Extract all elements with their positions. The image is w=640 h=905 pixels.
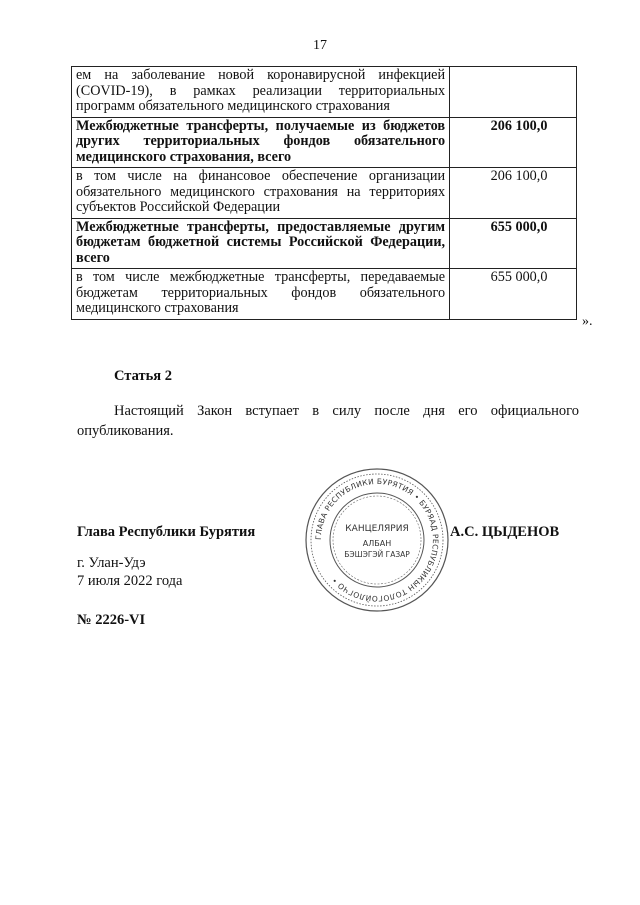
row-amount: 206 100,0 (450, 168, 577, 219)
row-amount: 655 000,0 (450, 218, 577, 269)
table-row (72, 218, 577, 269)
signer-name: А.С. ЦЫДЕНОВ (450, 524, 560, 540)
row-description: Межбюджетные трансферты, получаемые из бюджетов других территориальных фондов обязательного медицинского страхования, всего (72, 117, 450, 168)
budget-table (71, 66, 577, 320)
seal-line-2: АЛБАН (362, 539, 392, 548)
row-description: ем на заболевание новой коронавирусной инфекцией (COVID-19), в рамках реализации территориальных программ обязательного медицинского страхования (72, 67, 450, 118)
table-row (72, 168, 577, 219)
budget-table-body (72, 67, 577, 320)
row-amount: 206 100,0 (450, 117, 577, 168)
table-row (72, 117, 577, 168)
closing-quote-mark: ». (582, 314, 593, 329)
article-title: Статья 2 (114, 368, 172, 384)
seal-line-1: КАНЦЕЛЯРИЯ (345, 524, 409, 534)
official-seal-stamp (304, 467, 450, 613)
seal-ring-text: ГЛАВА РЕСПУБЛИКИ БУРЯТИЯ • БУРЯАД РЕСПУБЛИКЫН ТОЛОГОЙЛОГЧО • (313, 476, 441, 604)
city: г. Улан-Удэ (77, 555, 146, 571)
row-amount (450, 67, 577, 118)
seal-line-3: БЭШЭГЭЙ ГАЗАР (344, 550, 410, 559)
signer-title: Глава Республики Бурятия (77, 524, 256, 540)
table-row (72, 269, 577, 320)
row-description: в том числе на финансовое обеспечение организации обязательного медицинского страхования на территориях субъектов Российской Федерации (72, 168, 450, 219)
row-description: Межбюджетные трансферты, предоставляемые другим бюджетам бюджетной системы Российской Федерации, всего (72, 218, 450, 269)
page-number: 17 (313, 38, 327, 53)
signing-date: 7 июля 2022 года (77, 573, 183, 589)
law-number: № 2226-VI (77, 612, 146, 628)
row-amount: 655 000,0 (450, 269, 577, 320)
article-text: Настоящий Закон вступает в силу после дня его официального опубликования. (77, 403, 579, 439)
row-description: в том числе межбюджетные трансферты, передаваемые бюджетам территориальных фондов обязательного медицинского страхования (72, 269, 450, 320)
table-row (72, 67, 577, 118)
